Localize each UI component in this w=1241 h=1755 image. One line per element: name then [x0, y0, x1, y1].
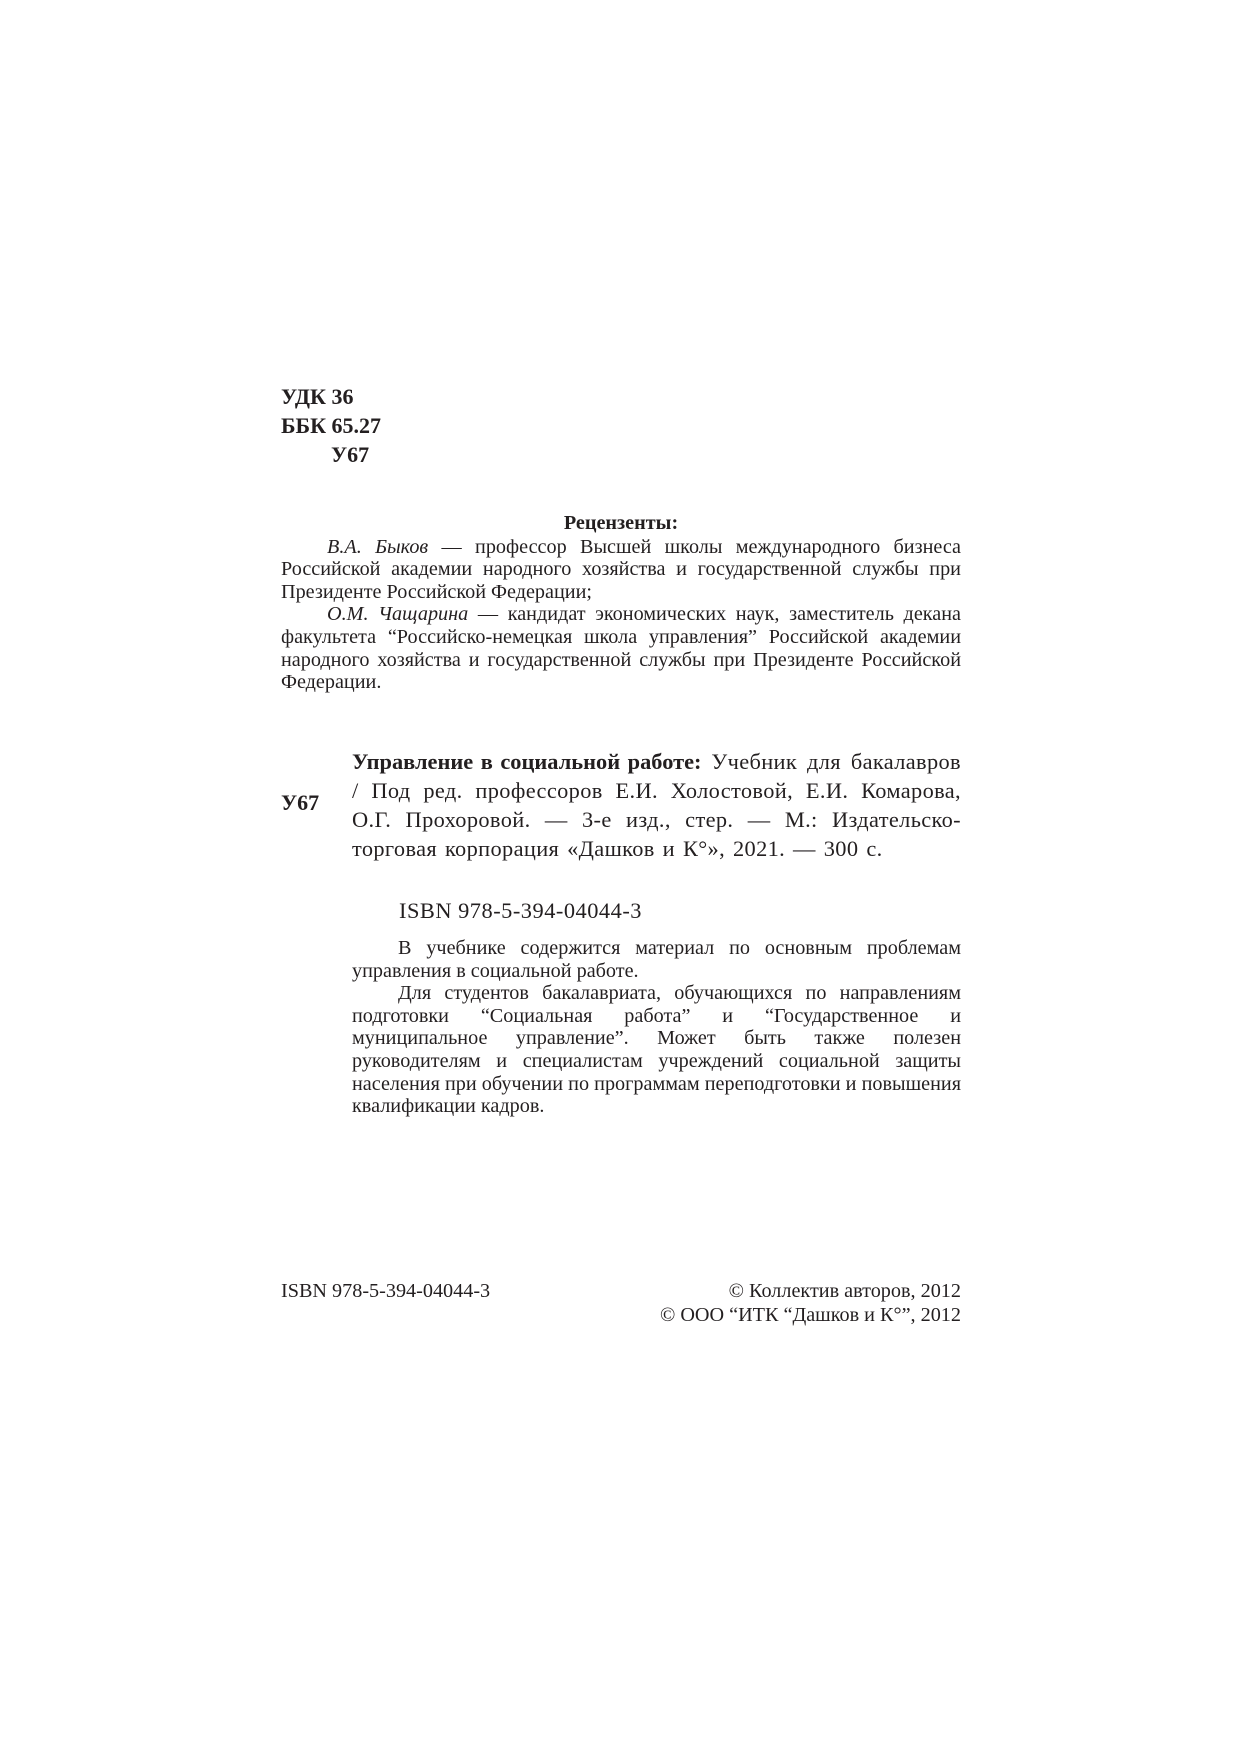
udk-code: УДК 36 [281, 384, 354, 409]
reviewer-name: О.М. Чащарина [327, 603, 469, 626]
annotation-paragraph: Для студентов бакалавриата, обучающихся по направлениям подготовки “Социальная работа” и “Государственное и муниципальное управление”. Может быть также полезен руководителям и специалистам учреждений социальной защиты населения при обучении по программам переподготовки и повышения квалификации кадров. [352, 982, 961, 1118]
reviewer-entry [281, 536, 961, 604]
annotation-paragraph: В учебнике содержится материал по основным проблемам управления в социальной работе. [352, 937, 961, 982]
catalog-record [352, 747, 961, 863]
reviewer-description: — кандидат экономических наук, заместитель декана факультета “Российско-немецкая школа управления” Российской академии народного хозяйства и государственной службы при Президенте Российской Федерации. [281, 603, 962, 694]
bbk-code: ББК 65.27 [281, 413, 382, 438]
copyright-publisher: © ООО “ИТК “Дашков и К°”, 2012 [659, 1303, 961, 1326]
reviewer-description: — профессор Высшей школы международного бизнеса Российской академии народного хозяйства и государственной службы при Президенте Российской Федерации; [281, 535, 962, 603]
reviewer-name: В.А. Быков [327, 535, 429, 558]
footer-isbn: ISBN 978-5-394-04044-3 [281, 1280, 491, 1302]
classification-codes [281, 382, 381, 469]
reviewers-heading: Рецензенты: [563, 512, 679, 534]
author-mark: У67 [331, 442, 370, 467]
book-title: Управление в социальной работе: [352, 749, 702, 774]
reviewer-entry [281, 603, 961, 693]
catalog-description: Учебник для бакалавров / Под ред. профессоров Е.И. Холостовой, Е.И. Комарова, О.Г. Прохоровой. — 3-е изд., стер. — М.: Издательско-торговая корпорация «Дашков и К°», 2021. — 300 с. [352, 749, 961, 861]
copyright-authors: © Коллектив авторов, 2012 [728, 1280, 961, 1302]
reviewers-block [281, 512, 961, 694]
annotation-block [352, 937, 961, 1118]
library-code: У67 [281, 790, 320, 815]
catalog-isbn: ISBN 978-5-394-04044-3 [399, 898, 642, 923]
copyright-block [660, 1280, 961, 1327]
